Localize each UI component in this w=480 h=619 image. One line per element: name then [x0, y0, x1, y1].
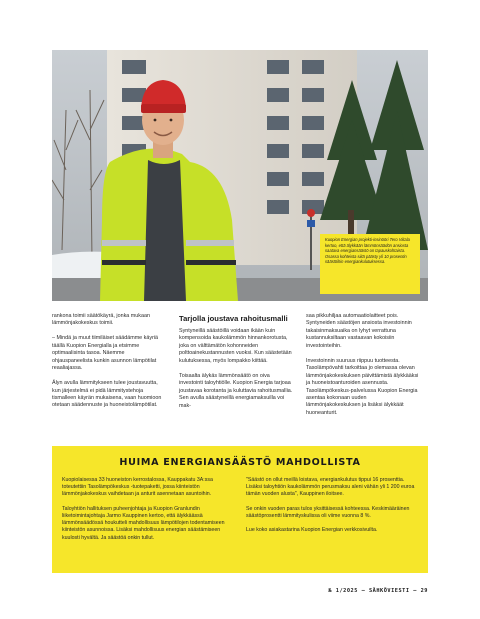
paragraph: Investoinnin suuruus riippuu tuotteesta. Tasolämpövahti tarkoittaa jo olemassa olevan lämmönjakokeskuksen päivittämistä älykkääksi ja huoneistoanturoiden asennusta. Tasolämpökeskus-palvelussa Kuopion Energia asentaa kokonaan uuden lämmönjakokeskuksen ja lisäksi älykkäät huoneanturit. — [306, 357, 419, 416]
paragraph: Lue koko asiakastarina Kuopion Energian verkkosivuilta. — [246, 527, 378, 534]
paragraph: Kuopiolaisessa 33 huoneiston kerrostalossa, Kauppakatu 3A:ssa toteutettiin Tasolämpökeskus -tuotepaketti, jossa kiinteistön lämmönjakokeskus vaihdetaan ja anturit asennetaan asuntoihin. — [62, 477, 213, 498]
highlight-box-heading: HUIMA ENERGIANSÄÄSTÖ MAHDOLLISTA — [119, 457, 361, 468]
photo-caption: Kuopion Energian projekti-insinööri Tero Viitala kertoo, että älykkään lämmönsäädön ansiosta saatava energiansäästö on tapauskohtaista. Osassa kohteista siitä päästy yli 10 prosentin säästöihin energiankulutuksessa. — [320, 234, 420, 294]
paragraph: "Säästö on ollut meillä loistava, energiankulutus tippui 16 prosenttia. Lisäksi taloyhtiön kaukolämmön perusmaksu aleni vähän yli 1 200 euroa tämän vuoden alusta", Kauppinen iloitsee. — [246, 477, 415, 498]
paragraph: Taloyhtiön hallituksen puheenjohtaja ja Kuopion Granlundin liiketoimintajohtaja Jarmo Kauppinen kertoo, että älykkäässä lämmönsäädössä houkutteli mahdollisuus lämpötilojen todentamiseen kiinteistön asunnoissa. Lisäksi mahdollisuus energian säästämiseen kuulosti hyvältä. Ja säästöä onkin tullut. — [62, 505, 225, 541]
page-footer: № 1/2025 — SÄHKÖVIESTI — 29 — [328, 588, 428, 594]
paragraph: Syntyneillä säästöillä voidaan ikään kuin kompensoida kaukolämmön hinnankorotusta, joka on välttämätön kohonneiden polttoainekustannusten vuoksi. Kun säästetään kulutuksessa, myös lompakko kiittää. — [179, 328, 292, 364]
article-column-3 — [306, 313, 420, 425]
paragraph: saa pikkuhiljaa automaatiolaitteet pois. Syntyneiden säästöjen ansiosta investoinnin takaisinmaksuaika on lyhyt verrattuna kustannuksiltaan vastaavan kokoisiin investointeihin. — [306, 313, 412, 349]
highlight-box-right-column — [246, 477, 418, 549]
article-column-1 — [52, 313, 166, 417]
article-photo — [52, 50, 428, 301]
paragraph: Toisaalta älykäs lämmönsäätö on oiva investointi taloyhtiölle. Kuopion Energia tarjoaa joustavaa korotanta ja kuluttavia rahoitusmallia. Sen avulla säästyneillä energiamaksuilla voi mak- — [179, 372, 293, 409]
paragraph: – Mindä ja muut tiimiläiset säädämme käyriä täällä Kuopion Energialla ja etsimme optimaalisinta tasoa. Näemme ohjauspaneelista kunkin asunnon lämpötilat reaaliajassa. — [52, 335, 159, 372]
article-column-2 — [179, 313, 293, 417]
paragraph: rankona toimii säätökäyrä, jonka mukaan lämmönjakokeskus toimii. — [52, 313, 150, 327]
section-heading: Tarjolla joustava rahoitusmalli — [179, 314, 288, 323]
paragraph: Älyn avulla lämmitykseen tulee joustavuutta, kun järjestelmä ei pidä lämmitystehoja tismalleen käyrän mukaisena, vaan huomioon otetaan säädennuste ja huoneistolämpötilat. — [52, 380, 162, 409]
paragraph: Se onkin vuoden paras tulos yksittäisessä kohteessa. Keskimääräinen säästöprosentti lämmityskulissa oli viime vuonna 8 %. — [246, 505, 410, 519]
highlight-box — [52, 446, 428, 573]
highlight-box-left-column — [62, 477, 234, 549]
